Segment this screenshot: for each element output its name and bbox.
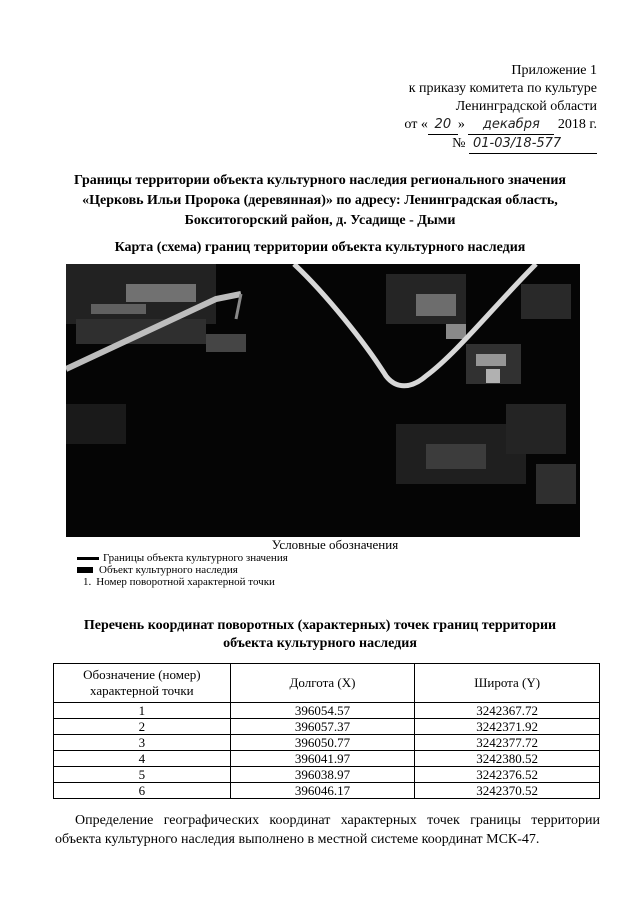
appendix-header	[404, 62, 597, 154]
date-mid: »	[457, 117, 465, 132]
appendix-line: Ленинградской области	[455, 99, 597, 114]
map-legend	[77, 552, 288, 588]
map-heading: Карта (схема) границ территории объекта культурного наследия	[114, 240, 526, 255]
point-number: 6	[54, 783, 231, 799]
latitude-cell: 3242380.52	[415, 751, 600, 767]
latitude-cell: 3242377.72	[415, 735, 600, 751]
longitude-cell: 396046.17	[230, 783, 415, 799]
point-number: 1	[54, 703, 231, 719]
longitude-cell: 396057.37	[230, 719, 415, 735]
legend-item-boundary	[77, 552, 288, 564]
title-line: «Церковь Ильи Пророка (деревянная)» по адресу: Ленинградская область,	[82, 193, 558, 208]
legend-title: Условные обозначения	[271, 537, 399, 552]
date-year: 2018 г.	[557, 117, 597, 132]
table-row	[54, 719, 600, 735]
legend-label: Объект культурного наследия	[99, 564, 238, 576]
date-prefix: от «	[404, 117, 428, 132]
latitude-cell: 3242371.92	[415, 719, 600, 735]
longitude-cell: 396050.77	[230, 735, 415, 751]
appendix-line: к приказу комитета по культуре	[408, 81, 597, 96]
document-title	[40, 171, 600, 231]
coordinates-title	[40, 617, 600, 653]
column-header-point: Обозначение (номер) характерной точки	[54, 664, 231, 703]
legend-label: Границы объекта культурного значения	[103, 552, 288, 564]
legend-item-object	[77, 564, 288, 576]
table-row	[54, 767, 600, 783]
object-fill-symbol	[77, 567, 93, 573]
point-number: 4	[54, 751, 231, 767]
table-row	[54, 735, 600, 751]
title-line: Бокситогорский район, д. Усадище - Дыми	[184, 213, 456, 228]
column-header-longitude: Долгота (X)	[230, 664, 415, 703]
coordinates-table	[53, 663, 600, 799]
latitude-cell: 3242367.72	[415, 703, 600, 719]
date-day-handwritten: 20	[428, 116, 458, 135]
table-row	[54, 783, 600, 799]
latitude-cell: 3242370.52	[415, 783, 600, 799]
table-row	[54, 751, 600, 767]
point-number: 2	[54, 719, 231, 735]
legend-label: Номер поворотной характерной точки	[96, 576, 275, 588]
legend-item-point	[77, 576, 288, 588]
appendix-line: Приложение 1	[511, 63, 597, 78]
coordinate-system-note: Определение географических координат характерных точек границы территории объекта культурного наследия выполнено в местной системе координат МСК-47.	[55, 813, 600, 847]
order-number	[404, 135, 597, 154]
longitude-cell: 396038.97	[230, 767, 415, 783]
point-number-symbol: 1.	[83, 576, 92, 588]
coordinates-title-line: объекта культурного наследия	[223, 636, 417, 651]
date-month-handwritten: декабря	[468, 116, 554, 135]
latitude-cell: 3242376.52	[415, 767, 600, 783]
title-line: Границы территории объекта культурного наследия регионального значения	[73, 173, 566, 188]
boundary-line-symbol	[77, 557, 99, 560]
point-number: 5	[54, 767, 231, 783]
number-prefix: №	[452, 136, 466, 151]
longitude-cell: 396041.97	[230, 751, 415, 767]
coordinates-title-line: Перечень координат поворотных (характерных) точек границ территории	[83, 618, 557, 633]
table-row	[54, 703, 600, 719]
table-header-row	[54, 664, 600, 703]
satellite-map	[66, 264, 580, 537]
number-handwritten: 01-03/18-577	[469, 135, 597, 154]
order-date	[404, 116, 597, 135]
longitude-cell: 396054.57	[230, 703, 415, 719]
point-number: 3	[54, 735, 231, 751]
column-header-latitude: Широта (Y)	[415, 664, 600, 703]
